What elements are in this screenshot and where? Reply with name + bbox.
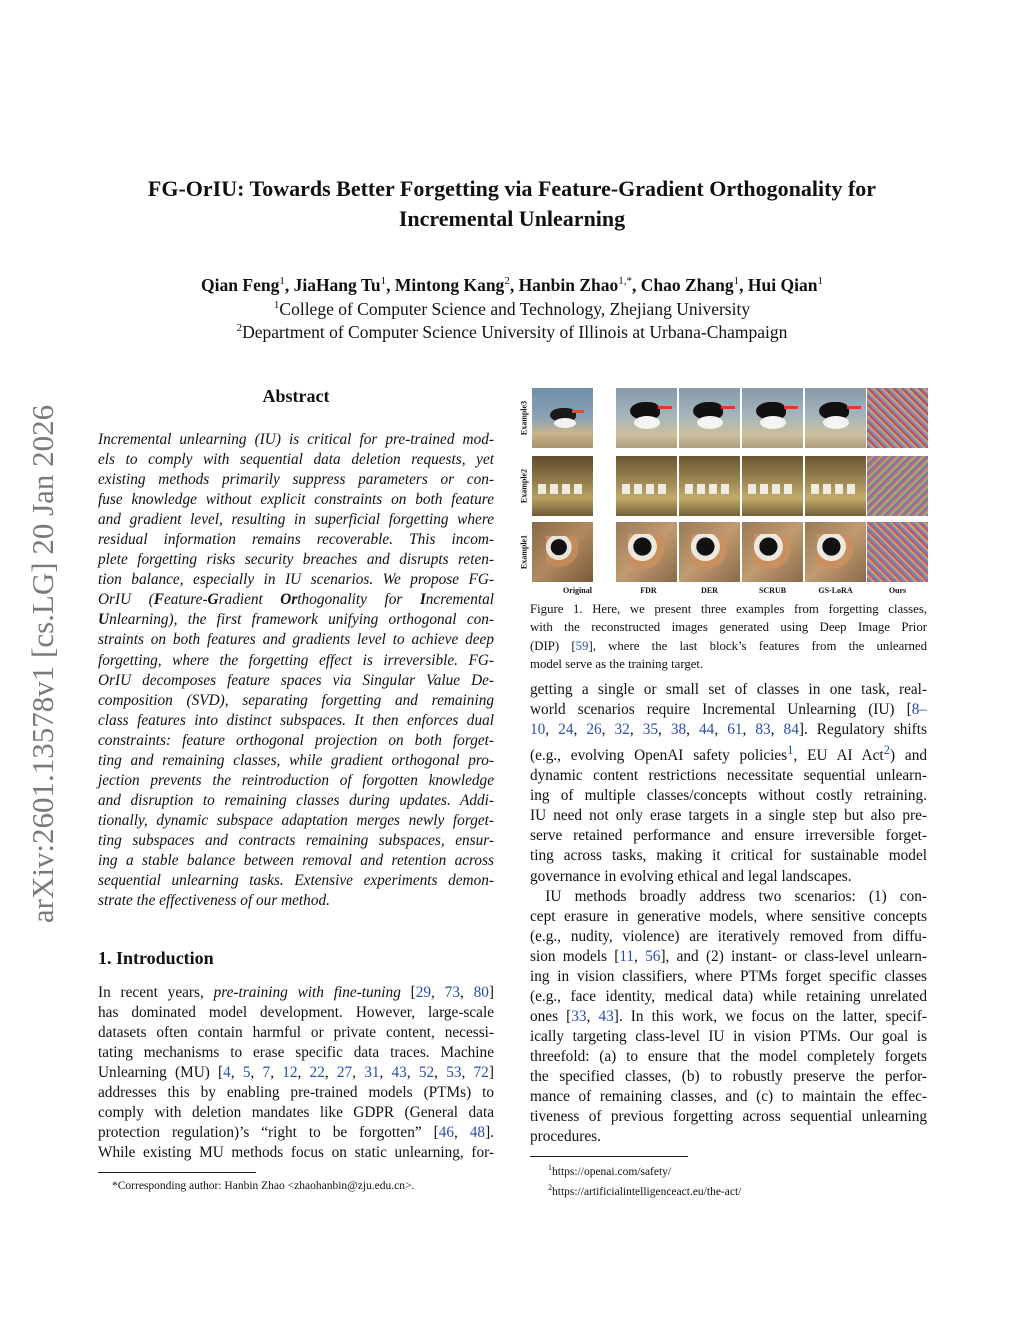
abstract-line: strate the effectiveness of our method. (98, 892, 330, 910)
author-name: Chao Zhang (640, 274, 734, 295)
row-label-example2: Example2 (519, 468, 529, 504)
affiliation-1-text: College of Computer Science and Technology, Zhejiang University (279, 298, 751, 319)
paper-title (80, 174, 944, 234)
thumb-ex2-scrub (742, 456, 803, 516)
column-label-der: DER (701, 586, 718, 595)
thumb-ex2-fdr (616, 456, 677, 516)
abstract-line: composition (SVD), separating forgetting and remaining (98, 691, 494, 709)
body-line: procedures. (530, 1128, 601, 1146)
body-line: dynamic content restrictions necessitate sequential unlearn- (530, 767, 927, 785)
abstract-line: Incremental unlearning (IU) is critical for pre-trained mod- (98, 431, 494, 448)
column-label-gslora: GS-LoRA (818, 586, 853, 595)
abstract-line: OrIU decomposes feature spaces via Singular Value De- (98, 671, 494, 689)
body-line: ing of multiple classes/concepts without costly retraining. (530, 787, 927, 805)
arxiv-stamp: arXiv:2601.13578v1 [cs.LG] 20 Jan 2026 (25, 404, 60, 924)
body-line: IU need not only erase targets in a single step but also pre- (530, 807, 927, 825)
footnote-corresponding-text: *Corresponding author: Hanbin Zhao <zhaohanbin@zju.edu.cn>. (112, 1180, 415, 1192)
figure-row-example3 (519, 388, 928, 448)
abstract-line: residual information remains recoverable. This incom- (98, 531, 494, 549)
abstract-line: OrIU (Feature-Gradient Orthogonality for Incremental (98, 591, 495, 609)
thumb-ex1-scrub (742, 522, 803, 582)
thumb-ex2-gslora (805, 456, 866, 516)
thumb-ex1-der (679, 522, 740, 582)
caption-line: with the reconstructed images generated using Deep Image Prior (530, 620, 927, 635)
thumb-ex1-gslora (805, 522, 866, 582)
column-label-original: Original (563, 586, 592, 595)
title-line-2: Incremental Unlearning (398, 206, 626, 231)
body-line: the specified classes, (b) to robustly preserve the perfor- (530, 1067, 927, 1085)
abstract-line: existing methods primarily suppress parameters or con- (98, 471, 494, 489)
affiliation-2 (80, 317, 944, 343)
body-line: cept erasure in generative models, where sensitive concepts (530, 907, 927, 925)
abstract-line: tionally, dynamic subspace adaptation merges newly forget- (98, 811, 494, 829)
abstract-line: Unlearning), the first framework unifying orthogonal con- (98, 611, 494, 629)
introduction-line: tating mechanisms to erase specific data traces. Machine (98, 1044, 494, 1062)
author-affiliation-marker: 1 (279, 275, 285, 287)
introduction-line: In recent years, pre-training with fine-tuning [29, 73, 80] (98, 984, 494, 1001)
thumb-ex1-original (532, 522, 593, 582)
row-label-example3: Example3 (519, 400, 529, 436)
row-label-example1: Example1 (519, 534, 529, 570)
abstract-line: fuse knowledge without explicit constraints on both feature (98, 491, 494, 509)
author-affiliation-marker: 1,* (618, 275, 633, 287)
footnote-marker: 2 (548, 1182, 552, 1192)
abstract-line: els to comply with sequential data deletion requests, yet (98, 451, 494, 469)
abstract-line: and disruption to remaining classes during updates. Addi- (98, 791, 494, 809)
thumb-ex2-ours (867, 456, 928, 516)
body-line: sion models [11, 56], and (2) instant- or class-level unlearn- (530, 947, 927, 965)
abstract-line: forgetting, where the forgetting effect is irreversible. FG- (98, 651, 494, 669)
author-affiliation-marker: 1 (733, 275, 740, 287)
abstract-line: jection prevents the reintroduction of forgotten knowledge (98, 771, 494, 789)
thumb-ex2-der (679, 456, 740, 516)
abstract-line: tion balance, especially in IU scenarios. We propose FG- (98, 571, 494, 589)
author-name: Hui Qian (747, 274, 818, 295)
body-line: 10, 24, 26, 32, 35, 38, 44, 61, 83, 84]. Regulatory shifts (530, 721, 927, 739)
introduction-line: protection regulation)’s “right to be forgotten” [46, 48]. (98, 1124, 494, 1142)
affiliation-1-marker: 1 (273, 299, 280, 311)
body-line: getting a single or small set of classes in one task, real- (530, 681, 927, 698)
column-label-fdr: FDR (640, 586, 657, 595)
body-line: IU methods broadly address two scenarios: (1) con- (530, 887, 927, 905)
footnotes-urls (548, 1160, 928, 1200)
abstract-line: constraints: feature orthogonal projection on both forget- (98, 731, 494, 749)
thumb-ex1-ours (867, 522, 928, 582)
body-line: serve retained performance and ensure irreversible forget- (530, 827, 927, 845)
body-line: threefold: (a) to ensure that the model completely forgets (530, 1047, 927, 1065)
introduction-body-continued (530, 680, 927, 1147)
introduction-body (98, 983, 494, 1163)
author-list: Qian Feng$^1$, JiaHang Tu$^1$, Mintong Kang$^2$, Hanbin Zhao$^{1,*}$, Chao Zhang$^1$, Hui Qian$^1$ (201, 274, 823, 295)
affiliation-2-marker: 2 (236, 322, 243, 334)
author-affiliation-marker: 1 (380, 275, 387, 287)
thumb-ex3-ours (867, 388, 928, 448)
author-affiliation-marker: 1 (817, 275, 823, 287)
introduction-line: While existing MU methods focus on static unlearning, for- (98, 1144, 494, 1162)
figure-row-example1 (519, 522, 928, 582)
footnote-corresponding (112, 1179, 492, 1194)
affiliation-2-text: Department of Computer Science University of Illinois at Urbana-Champaign (242, 321, 788, 342)
author-name: Qian Feng (201, 274, 280, 295)
affiliation-1 (80, 294, 944, 320)
figure-1-caption (530, 600, 927, 674)
body-line: world scenarios require Incremental Unlearning (IU) [8– (530, 701, 927, 719)
abstract-line: ting subspaces and contracts remaining subspaces, ensur- (98, 831, 494, 849)
body-line: ones [33, 43]. In this work, we focus on the latter, specif- (530, 1007, 927, 1025)
abstract-heading: Abstract (262, 386, 330, 406)
footnote-marker: 1 (548, 1163, 552, 1172)
thumb-ex3-original (532, 388, 593, 448)
introduction-line: Unlearning (MU) [4, 5, 7, 12, 22, 27, 31, 43, 52, 53, 72] (98, 1064, 494, 1082)
introduction-line: addresses this by enabling pre-trained models (PTMs) to (98, 1084, 494, 1102)
body-line: (e.g., nudity, violence) are iteratively removed from diffu- (530, 927, 927, 945)
author-name: Hanbin Zhao (518, 274, 619, 295)
abstract-line: and gradient level, resulting in superficial forgetting where (98, 511, 494, 529)
title-line-1: FG-OrIU: Towards Better Forgetting via Feature-Gradient Orthogonality for (147, 176, 877, 201)
thumb-ex3-fdr (616, 388, 677, 448)
abstract-line: ing a stable balance between removal and retention across (98, 851, 494, 869)
caption-line: Figure 1. Here, we present three examples from forgetting classes, (530, 602, 927, 616)
footnote-rule-left (98, 1172, 256, 1173)
introduction-line: has dominated model development. However, large-scale (98, 1004, 494, 1022)
figure-row-example2 (519, 456, 928, 516)
footnote-url[interactable] (548, 1160, 928, 1180)
introduction-line: comply with deletion mandates like GDPR (General data (98, 1104, 494, 1122)
thumb-ex1-fdr (616, 522, 677, 582)
column-label-scrub: SCRUB (758, 586, 787, 595)
thumb-ex2-original (532, 456, 593, 516)
body-line: governance in evolving ethical and legal landscapes. (530, 867, 852, 885)
footnote-url-text[interactable]: https://artificialintelligenceact.eu/the-act/ (552, 1185, 742, 1198)
introduction-line: datasets often contain harmful or private content, necessi- (98, 1024, 494, 1042)
body-line: ing in vision classifiers, where PTMs forget specific classes (530, 967, 927, 985)
caption-line: model serve as the training target. (530, 657, 704, 672)
column-label-ours: Ours (888, 586, 907, 595)
footnote-url-text[interactable]: https://openai.com/safety/ (552, 1165, 672, 1178)
thumb-ex3-der (679, 388, 740, 448)
footnote-rule-right (530, 1156, 688, 1157)
abstract-body (98, 430, 494, 911)
author-name: JiaHang Tu (293, 274, 381, 295)
abstract-line: class features into distinct subspaces. It then enforces dual (98, 711, 494, 729)
abstract-line: sequential unlearning tasks. Extensive experiments demon- (98, 872, 494, 890)
body-line: (e.g., face identity, medical data) while retaining unrelated (530, 987, 927, 1005)
body-line: (e.g., evolving OpenAI safety policies$^1$, EU AI Act$^2$) and (530, 743, 927, 765)
body-line: tiveness of previous forgetting across sequential unlearning (530, 1108, 927, 1126)
author-affiliation-marker: 2 (504, 275, 510, 287)
introduction-heading: 1. Introduction (98, 948, 214, 968)
abstract-line: ting and remaining classes, while gradient orthogonal pro- (98, 751, 494, 769)
abstract-line: plete forgetting risks security breaches and disrupts reten- (98, 551, 494, 569)
thumb-ex3-scrub (742, 388, 803, 448)
body-line: ically targeting class-level IU in vision PTMs. Our goal is (530, 1027, 927, 1045)
abstract-line: straints on both features and gradients level to achieve deep (98, 631, 494, 649)
author-name: Mintong Kang (394, 274, 505, 295)
body-line: mance of remaining classes, and (c) to maintain the effec- (530, 1088, 927, 1106)
caption-line: (DIP) [59], where the last block’s features from the unlearned (530, 638, 927, 653)
footnote-url[interactable] (548, 1180, 928, 1200)
thumb-ex3-gslora (805, 388, 866, 448)
body-line: ting across tasks, making it critical for sustainable model (530, 847, 927, 865)
